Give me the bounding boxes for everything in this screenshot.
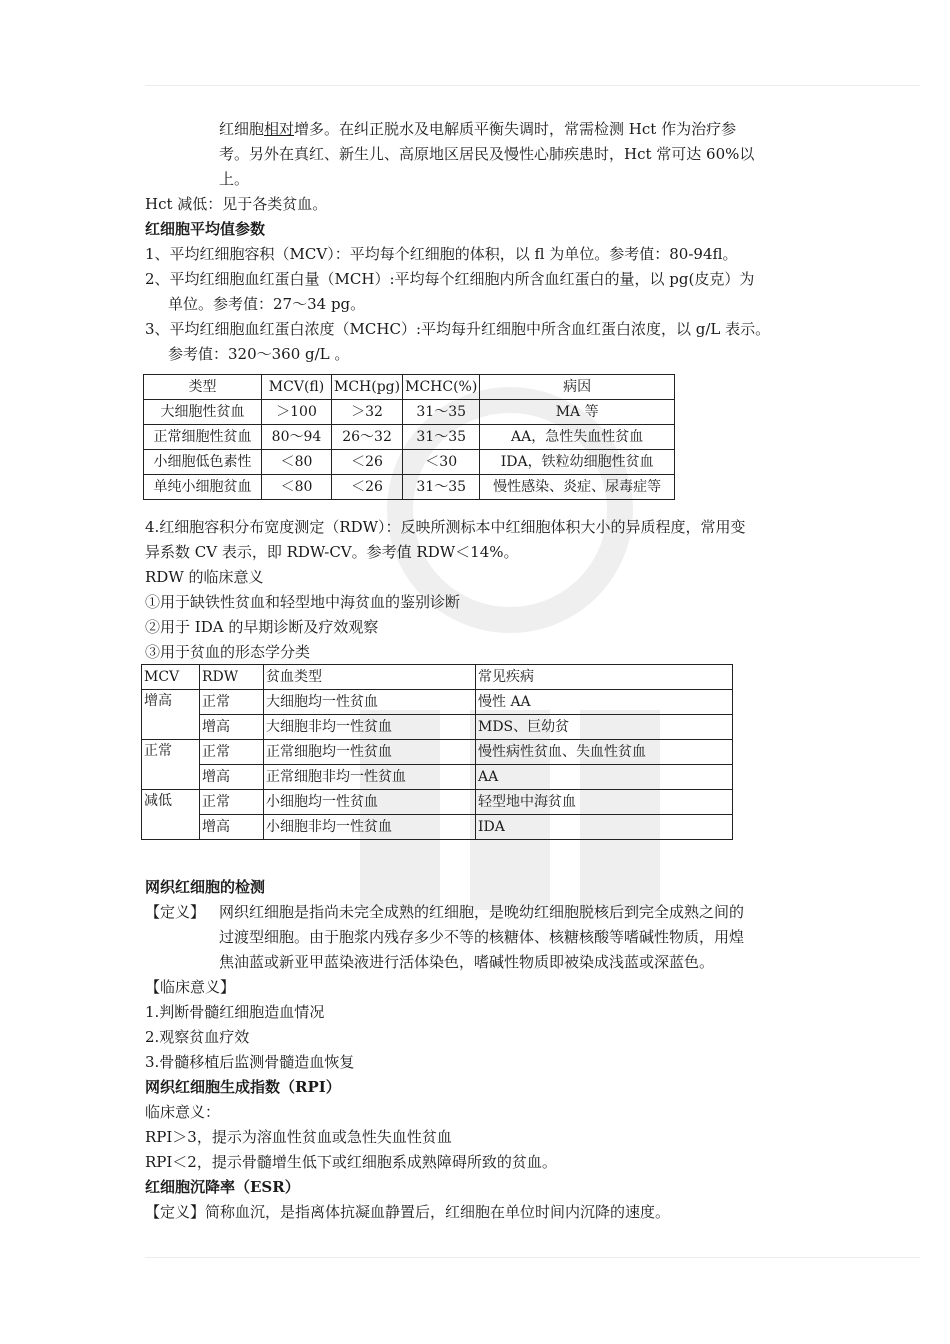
table-row — [142, 715, 733, 740]
table-header-cell: MCHC(%) — [403, 375, 480, 400]
top-para-line-3: 上。 — [219, 170, 250, 188]
table-row — [144, 425, 675, 450]
table-row — [142, 815, 733, 840]
anemia-indices-table — [143, 374, 675, 500]
table-cell: MDS、巨幼贫 — [476, 715, 733, 740]
page-bottom-rule — [145, 1257, 920, 1258]
table-cell: 26～32 — [332, 425, 403, 450]
top-para-line-2: 考。另外在真红、新生儿、高原地区居民及慢性心肺疾患时，Hct 常可达 60%以 — [219, 145, 755, 163]
table-cell: 正常细胞性贫血 — [144, 425, 262, 450]
table-cell-mcv-group: 增高 — [142, 690, 200, 740]
mean-params-heading: 红细胞平均值参数 — [145, 220, 266, 238]
table-cell: MA 等 — [480, 400, 675, 425]
rdw-line-1: 4.红细胞容积分布宽度测定（RDW）：反映所测标本中红细胞体积大小的异质程度，常用变 — [145, 518, 746, 536]
table-cell: 轻型地中海贫血 — [476, 790, 733, 815]
table-header-cell: 类型 — [144, 375, 262, 400]
table-row — [142, 690, 733, 715]
table-cell: 正常 — [200, 740, 264, 765]
rdw-meaning-2: ②用于 IDA 的早期诊断及疗效观察 — [145, 618, 379, 636]
table-header-cell: MCH(pg) — [332, 375, 403, 400]
table-cell: 小细胞非均一性贫血 — [264, 815, 476, 840]
table-header-cell: MCV(fl) — [262, 375, 332, 400]
table-cell: 增高 — [200, 765, 264, 790]
hct-low-line: Hct 减低：见于各类贫血。 — [145, 195, 328, 213]
table-cell: 大细胞均一性贫血 — [264, 690, 476, 715]
table-cell: 慢性病性贫血、失血性贫血 — [476, 740, 733, 765]
table-cell: 大细胞性贫血 — [144, 400, 262, 425]
retic-clinical-label: 【临床意义】 — [145, 978, 236, 996]
table-row — [144, 475, 675, 500]
table-cell: 慢性 AA — [476, 690, 733, 715]
table-cell: 增高 — [200, 715, 264, 740]
table-cell: 慢性感染、炎症、尿毒症等 — [480, 475, 675, 500]
mchc-item-line-1: 3、平均红细胞血红蛋白浓度（MCHC）:平均每升红细胞中所含血红蛋白浓度，以 g/L 表示。 — [145, 320, 771, 338]
table-cell: IDA，铁粒幼细胞性贫血 — [480, 450, 675, 475]
rpi-line-2: RPI＜2，提示骨髓增生低下或红细胞系成熟障碍所致的贫血。 — [145, 1153, 557, 1171]
table-row — [144, 450, 675, 475]
table-cell: 正常细胞均一性贫血 — [264, 740, 476, 765]
retic-def-label: 【定义】 — [145, 903, 206, 921]
mchc-item-line-2: 参考值：320～360 g/L 。 — [168, 345, 350, 363]
top-para-line-1: 红细胞相对增多。在纠正脱水及电解质平衡失调时，常需检测 Hct 作为治疗参 — [219, 120, 737, 138]
table-cell: AA，急性失血性贫血 — [480, 425, 675, 450]
retic-def-line-3: 焦油蓝或新亚甲蓝染液进行活体染色，嗜碱性物质即被染成浅蓝或深蓝色。 — [219, 953, 715, 971]
rdw-meaning-title: RDW 的临床意义 — [145, 568, 264, 586]
mch-item-line-2: 单位。参考值：27～34 pg。 — [168, 295, 366, 313]
rpi-meaning-label: 临床意义： — [145, 1103, 221, 1121]
table-row — [142, 740, 733, 765]
table-cell: ＜26 — [332, 450, 403, 475]
rdw-meaning-3: ③用于贫血的形态学分类 — [145, 643, 311, 661]
table-row — [144, 400, 675, 425]
table-cell: 小细胞均一性贫血 — [264, 790, 476, 815]
table-cell: 正常 — [200, 690, 264, 715]
table-cell: 大细胞非均一性贫血 — [264, 715, 476, 740]
retic-clinical-2: 2.观察贫血疗效 — [145, 1028, 250, 1046]
retic-def-line-1: 网织红细胞是指尚未完全成熟的红细胞，是晚幼红细胞脱核后到完全成熟之间的 — [219, 903, 745, 921]
table-cell: 正常细胞非均一性贫血 — [264, 765, 476, 790]
retic-heading: 网织红细胞的检测 — [145, 878, 266, 896]
table-header-row — [144, 375, 675, 400]
table-header-cell: 贫血类型 — [264, 665, 476, 690]
mch-item-line-1: 2、平均红细胞血红蛋白量（MCH）:平均每个红细胞内所含血红蛋白的量，以 pg(皮克）为 — [145, 270, 755, 288]
table-cell-mcv-group: 减低 — [142, 790, 200, 840]
table-cell: 单纯小细胞贫血 — [144, 475, 262, 500]
table-header-cell: 病因 — [480, 375, 675, 400]
table-header-cell: 常见疾病 — [476, 665, 733, 690]
table-cell: 31～35 — [403, 425, 480, 450]
table-cell: 小细胞低色素性 — [144, 450, 262, 475]
table-cell: 31～35 — [403, 475, 480, 500]
table-header-row — [142, 665, 733, 690]
table-row — [142, 765, 733, 790]
table-cell-mcv-group: 正常 — [142, 740, 200, 790]
table-row — [142, 790, 733, 815]
table-cell: ＞100 — [262, 400, 332, 425]
table-cell: ＞32 — [332, 400, 403, 425]
table-cell: 31～35 — [403, 400, 480, 425]
page-top-rule — [145, 85, 920, 86]
table-cell: 80～94 — [262, 425, 332, 450]
rpi-heading: 网织红细胞生成指数（RPI） — [145, 1078, 341, 1096]
table-header-cell: RDW — [200, 665, 264, 690]
table-cell: ＜30 — [403, 450, 480, 475]
esr-definition: 【定义】简称血沉，是指离体抗凝血静置后，红细胞在单位时间内沉降的速度。 — [145, 1203, 671, 1221]
esr-heading: 红细胞沉降率（ESR） — [145, 1178, 300, 1196]
rdw-line-2: 异系数 CV 表示，即 RDW-CV。参考值 RDW＜14%。 — [145, 543, 519, 561]
table-cell: IDA — [476, 815, 733, 840]
retic-def-line-2: 过渡型细胞。由于胞浆内残存多少不等的核糖体、核糖核酸等嗜碱性物质，用煌 — [219, 928, 745, 946]
table-cell: ＜80 — [262, 450, 332, 475]
table-cell: ＜26 — [332, 475, 403, 500]
table-header-cell: MCV — [142, 665, 200, 690]
table-cell: ＜80 — [262, 475, 332, 500]
mcv-item: 1、平均红细胞容积（MCV）：平均每个红细胞的体积，以 fl 为单位。参考值：80-94fl。 — [145, 245, 738, 263]
retic-clinical-1: 1.判断骨髓红细胞造血情况 — [145, 1003, 325, 1021]
table-cell: 正常 — [200, 790, 264, 815]
retic-clinical-3: 3.骨髓移植后监测骨髓造血恢复 — [145, 1053, 355, 1071]
table-cell: 增高 — [200, 815, 264, 840]
rpi-line-1: RPI＞3，提示为溶血性贫血或急性失血性贫血 — [145, 1128, 452, 1146]
rdw-classification-table — [141, 664, 733, 840]
table-cell: AA — [476, 765, 733, 790]
rdw-meaning-1: ①用于缺铁性贫血和轻型地中海贫血的鉴别诊断 — [145, 593, 461, 611]
